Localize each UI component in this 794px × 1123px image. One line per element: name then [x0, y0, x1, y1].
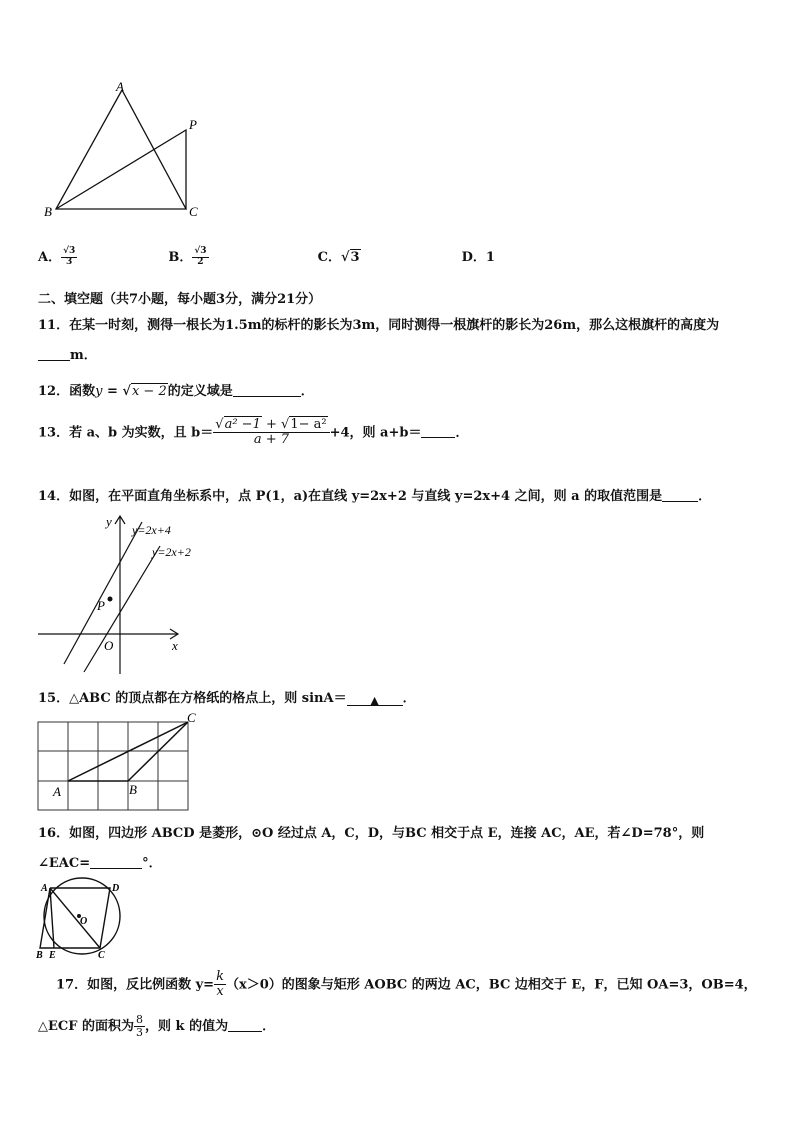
label-A: A: [116, 79, 124, 94]
answer-blank[interactable]: [228, 1019, 262, 1032]
label-E: E: [49, 950, 56, 960]
question-17: 17．如图，反比例函数 y= $\frac{k}{x}$ （x＞0）的图象与矩形 AOBC 的两边 AC，BC 边相交于 E，F，已知 OA=3，OB=4，: [56, 969, 757, 1000]
label-P: P: [189, 117, 197, 132]
grid-figure: [36, 710, 206, 813]
option-a[interactable]: A． $\frac{√3}{3}$: [38, 246, 76, 267]
line1-label: y=2x+4: [132, 523, 171, 537]
triangle-figure: [36, 76, 216, 221]
question-11: 11．在某一时刻，测得一根长为1.5m的标杆的影长为3m，同时测得一根旗杆的影长为26m，那么这根旗杆的高度为: [38, 318, 720, 333]
question-14: 14．如图，在平面直角坐标系中，点 P(1，a)在直线 y=2x+2 与直线 y=2x+4 之间，则 a 的取值范围是 ．: [38, 489, 712, 504]
option-d[interactable]: D．1: [461, 250, 495, 265]
question-16-answer: ∠EAC= °．: [38, 856, 162, 871]
question-17-line2: △ECF 的面积为 $\frac{8}{3}$ ，则 k 的值为 ．: [38, 1013, 276, 1040]
question-16: 16．如图，四边形 ABCD 是菱形，⊙O 经过点 A，C，D，与BC 相交于点 E，连接 AC，AE，若∠D=78°，则: [38, 826, 705, 841]
answer-blank[interactable]: [38, 348, 70, 361]
label-C: C: [189, 204, 198, 219]
question-15: 15．△ABC 的顶点都在方格纸的格点上，则 sinA＝ ▲ ．: [38, 691, 416, 707]
answer-blank[interactable]: [421, 425, 455, 438]
point-p-label: P: [97, 598, 105, 613]
option-b[interactable]: B． $\frac{√3}{2}$: [168, 246, 207, 267]
y-axis-label: y: [106, 514, 112, 529]
label-B: B: [36, 950, 43, 960]
label-A: A: [53, 784, 61, 799]
section-header: 二、填空题（共7小题，每小题3分，满分21分）: [38, 292, 322, 307]
label-C: C: [98, 950, 105, 960]
label-B: B: [129, 782, 137, 797]
label-C: C: [187, 710, 196, 725]
option-c[interactable]: C．√3: [317, 250, 360, 265]
x-axis-label: x: [172, 638, 178, 653]
label-B: B: [44, 204, 52, 219]
origin-label: O: [104, 638, 114, 653]
label-O: O: [80, 916, 88, 927]
rhombus-circle-figure: [34, 876, 134, 960]
question-12: 12．函数y = √x − 2的定义域是 ．: [38, 384, 314, 399]
coordinate-figure: [36, 512, 226, 677]
line2-label: y=2x+2: [152, 545, 191, 559]
label-A: A: [41, 883, 48, 894]
answer-blank[interactable]: [90, 856, 142, 869]
options-q10: [38, 246, 495, 268]
answer-blank[interactable]: [662, 489, 698, 502]
question-13: 13．若 a、b 为实数，且 b＝ $\frac{\text{√a² −1 + √1− a²}}{a + 7}$ +4，则 a+b＝ ．: [38, 417, 469, 448]
question-11-answer: m．: [38, 344, 97, 363]
answer-blank[interactable]: [233, 384, 301, 397]
answer-blank[interactable]: ▲: [347, 693, 403, 706]
label-D: D: [112, 883, 120, 894]
